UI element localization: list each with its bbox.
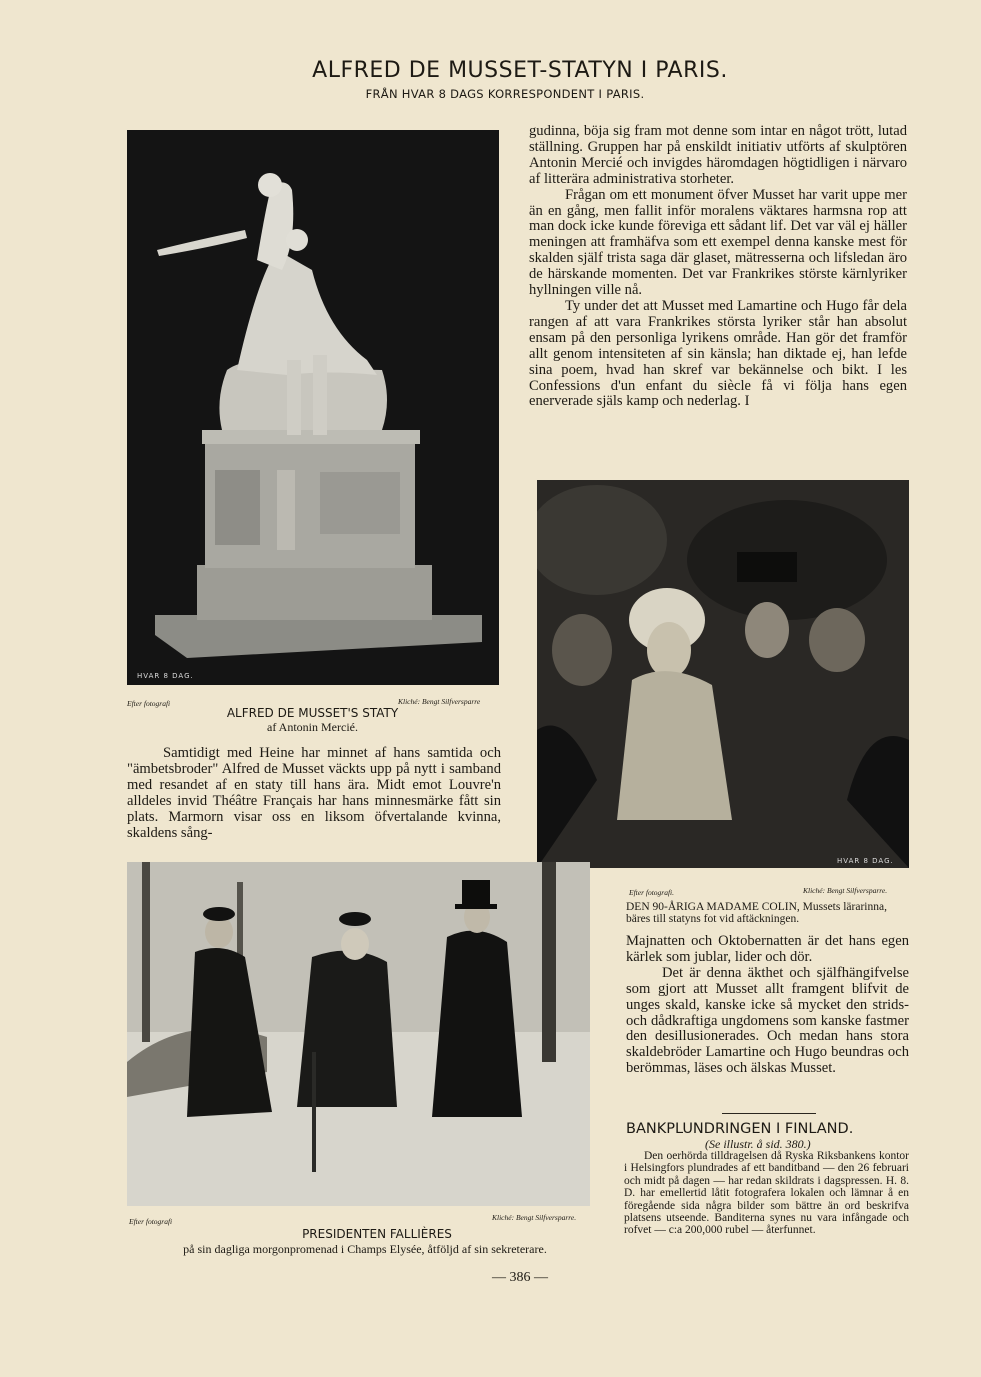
article-column-right-bottom — [626, 934, 909, 1077]
statue-illustration — [127, 130, 499, 685]
article-column-left — [127, 746, 501, 841]
president-caption-sub: på sin dagliga morgonpromenad i Champs Elysée, åtföljd af sin sekreterare. — [183, 1242, 547, 1256]
statue-credit-left: Efter fotografi — [127, 699, 171, 708]
madame-colin-photo — [537, 480, 909, 868]
bank-heading: BANKPLUNDRINGEN I FINLAND. — [626, 1121, 854, 1137]
president-credit-right: Kliché: Bengt Silfversparre. — [492, 1213, 577, 1222]
bank-body: Den oerhörda tilldragelsen då Ryska Riksbankens kontor i Helsingfors plundrades af ett banditband — den 26 februari och midt på dagen — har redan skildrats i dagspressen. H. 8. D. har emellertid låtit fotografera lokalen och lämnar å en föregående sida några bilder som bättre än ord beskrifva platsens utseende. Banditerna synes nu vara infångade och rofvet — c:a 200,000 rubel — återfunnet. — [624, 1150, 909, 1237]
statue-caption: ALFRED DE MUSSET'S STATY — [226, 706, 399, 720]
article-paragraph: Samtidigt med Heine har minnet af hans samtida och "ämbetsbroder" Alfred de Musset väckts upp på nytt i samband med resandet af en staty till hans ära. Midt emot Louvre'n alldeles invid Théâtre Français har hans minnesmärke fått sin plats. Marmorn visar oss en liksom öfvertalande kvinna, skaldens sång- — [127, 745, 501, 841]
promenade-illustration — [127, 862, 590, 1206]
page-title: ALFRED DE MUSSET-STATYN I PARIS. — [312, 58, 728, 83]
bank-ref: (Se illustr. å sid. 380.) — [705, 1137, 811, 1151]
article-paragraph: Ty under det att Musset med Lamartine och Hugo får dela rangen af att vara Frankrikes största lyriker står han absolut ensam på den personliga lyrikens område. Han gör det framför allt genom intensiteten af sin känsla; han diktade ej, han lefde sina poem, hvad han skref var bekännelse och bikt. I les Confessions d'un enfant du siècle få vi följa hans egen enerverade själs kamp och nederlag. I — [529, 297, 907, 410]
section-divider — [722, 1113, 816, 1114]
page-number: — 386 — — [492, 1270, 548, 1285]
president-photo — [127, 862, 590, 1206]
page-subtitle: FRÅN HVAR 8 DAGS KORRESPONDENT I PARIS. — [365, 87, 645, 101]
article-paragraph: gudinna, böja sig fram mot denne som intar en något trött, lutad ställning. Gruppen har på enskildt initiativ utförts af skulptören Antonin Mercié och invigdes häromdagen högtidligen i närvaro af litterära administrativa storheter. — [529, 123, 907, 187]
statue-caption-sub: af Antonin Mercié. — [267, 720, 358, 734]
colin-watermark: HVAR 8 DAG. — [837, 857, 894, 865]
colin-credit-right: Kliché: Bengt Silfversparre. — [803, 886, 888, 895]
statue-watermark: HVAR 8 DAG. — [137, 672, 194, 680]
article-column-right-top — [529, 124, 907, 410]
colin-credit-left: Efter fotografi. — [629, 888, 674, 897]
president-credit-left: Efter fotografi — [129, 1217, 173, 1226]
statue-credit-right: Kliché: Bengt Silfversparre — [398, 697, 481, 706]
colin-caption: DEN 90-ÅRIGA MADAME COLIN, Mussets lärarinna, bäres till statyns fot vid aftäckningen. — [626, 901, 887, 925]
article-paragraph: Frågan om ett monument öfver Musset har varit uppe mer än en gång, men fallit inför moralens väktares harmsna rop att man dock icke kunde föreviga ett sådant lif. Det var väl ej häller meningen att framhäfva som ett exempel denna kanske mest för skalden själf trista saga där glaset, mätresserna och lifsledan äro de härskande momenten. Det var Frankrikes störste kärnlyriker hyllningen ville nå. — [529, 186, 907, 299]
article-paragraph: Det är denna äkthet och själfhängifvelse som gjort att Musset allt framgent blifvit de unges skald, kanske icke så mycket den strids- och dådkraftiga ungdomens som kanske fastmer den desillusionerades. Och medan hans stora skaldebröder Lamartine och Hugo beundras och berömmas, läses och älskas Musset. — [626, 964, 909, 1077]
crowd-illustration — [537, 480, 909, 868]
president-caption: PRESIDENTEN FALLIÈRES — [302, 1227, 452, 1241]
article-paragraph: Majnatten och Oktobernatten är det hans egen kärlek som jublar, lider och dör. — [626, 933, 909, 965]
statue-photo — [127, 130, 499, 685]
